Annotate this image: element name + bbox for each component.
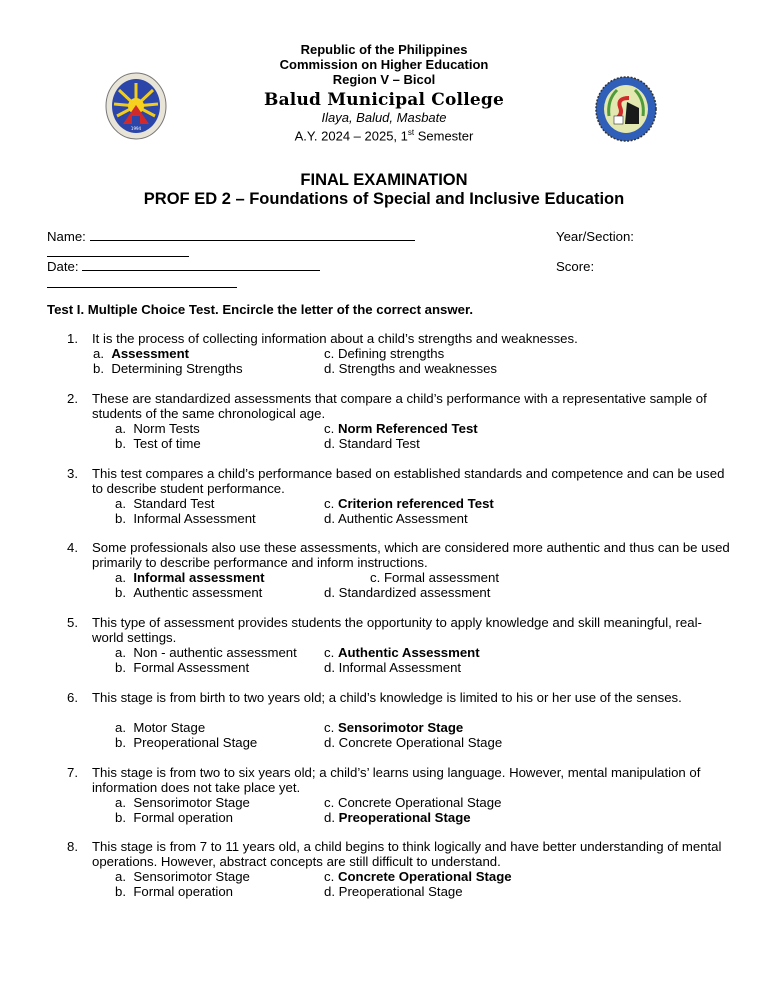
date-input-line[interactable] xyxy=(82,259,320,271)
option-letter: c. xyxy=(324,346,335,361)
option-letter: c. xyxy=(324,720,335,735)
date-label: Date: xyxy=(47,259,79,274)
option-c[interactable] xyxy=(324,720,463,735)
option-letter: d. xyxy=(324,884,335,899)
question-number: 5. xyxy=(67,615,78,630)
option-d[interactable] xyxy=(324,660,461,675)
option-d[interactable] xyxy=(324,585,490,600)
option-letter: c. xyxy=(370,570,381,585)
option-letter: b. xyxy=(115,436,126,451)
option-d[interactable] xyxy=(324,511,468,526)
option-b[interactable] xyxy=(115,884,233,899)
exam-title: FINAL EXAMINATION xyxy=(300,171,468,189)
option-text: Formal assessment xyxy=(383,570,499,585)
option-letter: a. xyxy=(93,346,104,361)
question-number: 3. xyxy=(67,466,78,481)
option-a[interactable] xyxy=(115,720,205,735)
option-text: Formal operation xyxy=(133,884,234,899)
name-input-line[interactable] xyxy=(90,229,415,241)
option-c[interactable] xyxy=(370,570,499,585)
option-letter: a. xyxy=(115,570,126,585)
header-republic: Republic of the Philippines xyxy=(300,42,468,57)
option-text: Authentic Assessment xyxy=(337,511,468,526)
option-a[interactable] xyxy=(115,869,250,884)
question-text: It is the process of collecting information about a child’s strengths and weaknesses. xyxy=(92,331,578,346)
question-text: This stage is from two to six years old; a child’s’ learns using language. However, mental manipulation of information does not take place yet. xyxy=(92,765,701,795)
question-number: 8. xyxy=(67,839,78,854)
option-letter: b. xyxy=(93,361,104,376)
option-text: Non - authentic assessment xyxy=(133,645,297,660)
option-text: Sensorimotor Stage xyxy=(133,869,250,884)
score-input-line[interactable] xyxy=(47,276,237,288)
option-text: Informal assessment xyxy=(133,570,265,585)
option-letter: d. xyxy=(324,361,335,376)
score-label: Score: xyxy=(556,259,595,274)
option-letter: a. xyxy=(115,645,126,660)
date-field xyxy=(47,259,320,274)
option-letter: c. xyxy=(324,795,335,810)
option-b[interactable] xyxy=(115,810,233,825)
question-text: This stage is from 7 to 11 years old, a child begins to think logically and have better understanding of mental operations. However, abstract concepts are still difficult to understand. xyxy=(92,839,722,869)
exam-subtitle: PROF ED 2 – Foundations of Special and Inclusive Education xyxy=(143,190,625,208)
option-text: Criterion referenced Test xyxy=(337,496,494,511)
option-letter: d. xyxy=(324,436,335,451)
option-letter: c. xyxy=(324,421,335,436)
year-section-input-line[interactable] xyxy=(47,245,189,257)
option-letter: a. xyxy=(115,795,126,810)
question-text: Some professionals also use these assessments, which are considered more authentic and thus can be used primarily to describe performance and inform instructions. xyxy=(92,540,730,570)
option-letter: d. xyxy=(324,585,335,600)
option-letter: d. xyxy=(324,511,335,526)
option-text: Motor Stage xyxy=(133,720,206,735)
option-letter: b. xyxy=(115,585,126,600)
option-text: Authentic Assessment xyxy=(337,645,480,660)
option-a[interactable] xyxy=(115,570,265,585)
option-text: Strengths and weaknesses xyxy=(338,361,498,376)
academic-year-sup: st xyxy=(407,128,415,137)
option-text: Standardized assessment xyxy=(338,585,491,600)
option-c[interactable] xyxy=(324,496,494,511)
option-letter: c. xyxy=(324,496,335,511)
question-text: This type of assessment provides students the opportunity to apply knowledge and skill meaningful, real-world settings. xyxy=(92,615,702,645)
option-text: Concrete Operational Stage xyxy=(338,735,503,750)
option-letter: d. xyxy=(324,660,335,675)
option-letter: b. xyxy=(115,735,126,750)
option-a[interactable] xyxy=(93,346,189,361)
name-field xyxy=(47,229,415,244)
svg-text:1994: 1994 xyxy=(130,126,142,131)
academic-year xyxy=(0,125,768,143)
option-text: Formal Assessment xyxy=(133,660,250,675)
option-letter: b. xyxy=(115,511,126,526)
option-text: Authentic assessment xyxy=(133,585,263,600)
question-number: 2. xyxy=(67,391,78,406)
option-letter: a. xyxy=(115,869,126,884)
option-text: Informal Assessment xyxy=(133,511,256,526)
option-text: Test of time xyxy=(133,436,201,451)
question-number: 6. xyxy=(67,690,78,705)
academic-year-prefix: A.Y. 2024 – 2025, 1 xyxy=(294,128,408,144)
option-text: Formal operation xyxy=(133,810,234,825)
option-b[interactable] xyxy=(115,585,262,600)
option-text: Norm Referenced Test xyxy=(337,421,478,436)
option-b[interactable] xyxy=(115,660,249,675)
question-number: 4. xyxy=(67,540,78,555)
option-text: Determining Strengths xyxy=(111,361,243,376)
option-c[interactable] xyxy=(324,421,478,436)
option-letter: c. xyxy=(324,645,335,660)
option-text: Assessment xyxy=(111,346,190,361)
question-text: This test compares a child’s performance based on established standards and competence and can be used to describe student performance. xyxy=(92,466,725,496)
option-letter: a. xyxy=(115,720,126,735)
header-region: Region V – Bicol xyxy=(332,72,436,87)
option-d[interactable] xyxy=(324,436,420,451)
option-letter: d. xyxy=(324,810,335,825)
test-instruction: Test I. Multiple Choice Test. Encircle the letter of the correct answer. xyxy=(47,302,474,317)
option-b[interactable] xyxy=(115,735,257,750)
option-a[interactable] xyxy=(115,795,250,810)
option-d[interactable] xyxy=(324,810,471,825)
option-text: Preoperational Stage xyxy=(338,810,471,825)
name-label: Name: xyxy=(47,229,86,244)
option-text: Informal Assessment xyxy=(338,660,462,675)
option-b[interactable] xyxy=(93,361,243,376)
option-letter: d. xyxy=(324,735,335,750)
question-text: This stage is from birth to two years old; a child’s knowledge is limited to his or her use of the senses. xyxy=(92,690,682,705)
option-d[interactable] xyxy=(324,361,497,376)
option-a[interactable] xyxy=(115,496,214,511)
option-b[interactable] xyxy=(115,436,201,451)
option-a[interactable] xyxy=(115,421,200,436)
option-d[interactable] xyxy=(324,884,463,899)
option-text: Norm Tests xyxy=(133,421,200,436)
option-text: Concrete Operational Stage xyxy=(337,869,512,884)
option-d[interactable] xyxy=(324,735,502,750)
question-text: These are standardized assessments that compare a child’s performance with a representative sample of students of the same chronological age. xyxy=(92,391,707,421)
option-c[interactable] xyxy=(324,795,501,810)
college-address: Ilaya, Balud, Masbate xyxy=(321,110,447,125)
option-text: Sensorimotor Stage xyxy=(337,720,464,735)
college-name: Balud Municipal College xyxy=(264,90,504,110)
option-letter: b. xyxy=(115,884,126,899)
header-ched: Commission on Higher Education xyxy=(279,57,489,72)
option-letter: c. xyxy=(324,869,335,884)
option-text: Concrete Operational Stage xyxy=(337,795,502,810)
option-letter: b. xyxy=(115,810,126,825)
option-text: Standard Test xyxy=(338,436,420,451)
option-text: Sensorimotor Stage xyxy=(133,795,250,810)
option-text: Preoperational Stage xyxy=(338,884,463,899)
year-section-label: Year/Section: xyxy=(556,229,634,244)
option-text: Standard Test xyxy=(133,496,215,511)
option-text: Defining strengths xyxy=(337,346,445,361)
option-letter: a. xyxy=(115,421,126,436)
academic-year-suffix: Semester xyxy=(414,128,474,144)
option-text: Preoperational Stage xyxy=(133,735,258,750)
option-c[interactable] xyxy=(324,346,444,361)
option-letter: a. xyxy=(115,496,126,511)
option-b[interactable] xyxy=(115,511,256,526)
question-number: 7. xyxy=(67,765,78,780)
option-c[interactable] xyxy=(324,869,512,884)
option-a[interactable] xyxy=(115,645,297,660)
option-c[interactable] xyxy=(324,645,480,660)
question-number: 1. xyxy=(67,331,78,346)
option-letter: b. xyxy=(115,660,126,675)
